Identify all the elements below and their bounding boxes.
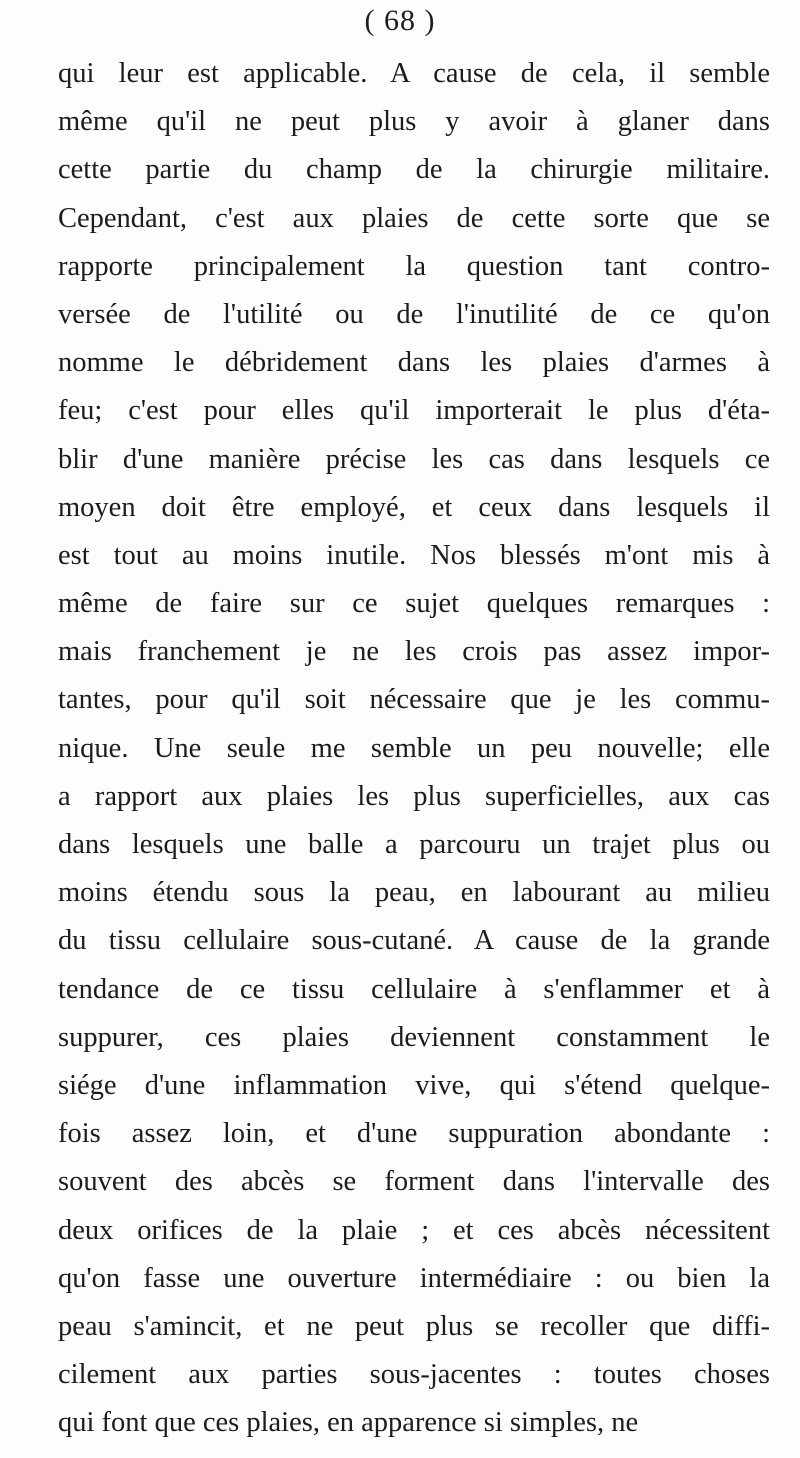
- text-line: tendance de ce tissu cellulaire à s'enflammer et à: [58, 973, 770, 1005]
- text-line: du tissu cellulaire sous-cutané. A cause de la grande: [58, 925, 770, 957]
- text-line: feu; c'est pour elles qu'il importerait le plus d'éta-: [58, 395, 770, 427]
- text-line: qu'on fasse une ouverture intermédiaire : ou bien la: [58, 1262, 770, 1294]
- text-line: rapporte principalement la question tant contro-: [58, 250, 770, 282]
- text-line: tantes, pour qu'il soit nécessaire que je les commu-: [58, 684, 770, 716]
- text-line: souvent des abcès se forment dans l'intervalle des: [58, 1166, 770, 1198]
- text-line: deux orifices de la plaie ; et ces abcès nécessitent: [58, 1214, 770, 1246]
- text-line: même qu'il ne peut plus y avoir à glaner dans: [58, 106, 770, 138]
- text-line: suppurer, ces plaies deviennent constamment le: [58, 1021, 770, 1053]
- text-line: cilement aux parties sous-jacentes : toutes choses: [58, 1359, 770, 1391]
- text-line: qui font que ces plaies, en apparence si simples, ne: [58, 1407, 639, 1439]
- text-line: même de faire sur ce sujet quelques remarques :: [58, 588, 770, 620]
- text-line: qui leur est applicable. A cause de cela, il semble: [58, 58, 770, 89]
- text-line: Cependant, c'est aux plaies de cette sorte que se: [58, 202, 770, 234]
- text-line: dans lesquels une balle a parcouru un trajet plus ou: [58, 829, 770, 860]
- text-line: siége d'une inflammation vive, qui s'étend quelque-: [58, 1069, 770, 1101]
- page-number: ( 68 ): [364, 4, 436, 37]
- text-line: nique. Une seule me semble un peu nouvelle; elle: [58, 732, 770, 764]
- body-text: [58, 50, 770, 1447]
- text-line: a rapport aux plaies les plus superficielles, aux cas: [58, 780, 770, 812]
- text-line: versée de l'utilité ou de l'inutilité de ce qu'on: [58, 298, 770, 330]
- text-line: cette partie du champ de la chirurgie militaire.: [58, 154, 770, 186]
- text-line: moins étendu sous la peau, en labourant au milieu: [58, 877, 770, 909]
- text-line: nomme le débridement dans les plaies d'armes à: [58, 347, 770, 379]
- text-line: moyen doit être employé, et ceux dans lesquels il: [58, 491, 770, 523]
- text-line: blir d'une manière précise les cas dans lesquels ce: [58, 443, 770, 475]
- text-line: est tout au moins inutile. Nos blessés m'ont mis à: [58, 539, 770, 571]
- text-line: mais franchement je ne les crois pas assez impor-: [58, 636, 770, 668]
- text-line: peau s'amincit, et ne peut plus se recoller que diffi-: [58, 1310, 770, 1342]
- text-line: fois assez loin, et d'une suppuration abondante :: [58, 1118, 770, 1150]
